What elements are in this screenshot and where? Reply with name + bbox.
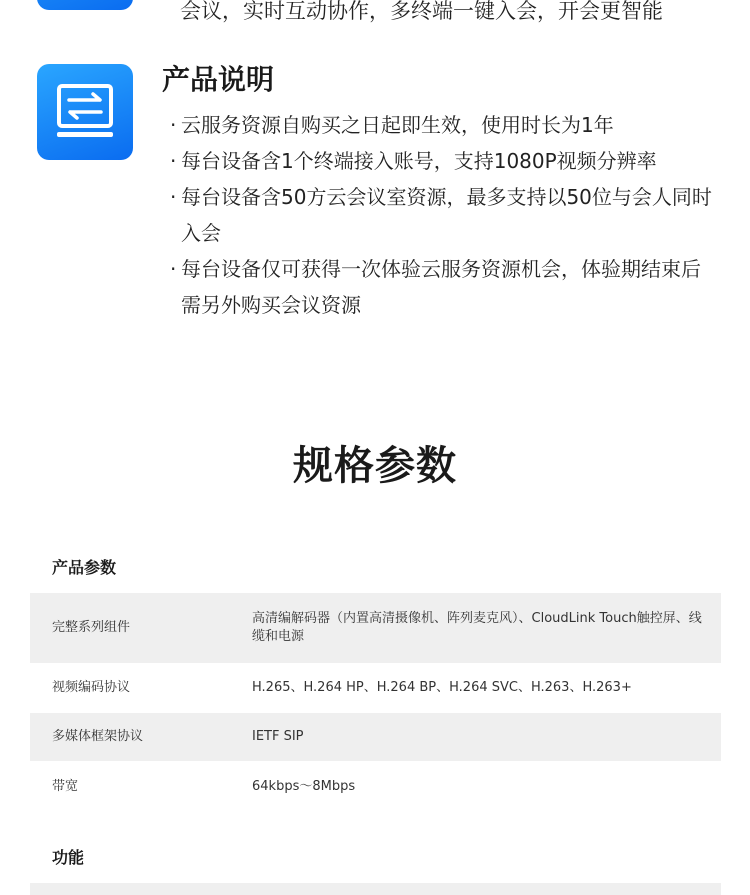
list-item: · 云服务资源自购买之日起即生效，使用时长为1年 [170, 113, 614, 137]
transfer-arrows-icon [37, 64, 133, 160]
table-row [30, 663, 721, 713]
list-item: · 每台设备含50方云会议室资源，最多支持以50位与会人同时入会 [170, 185, 712, 245]
spec-value: IETF SIP [252, 729, 304, 744]
product-description-title: 产品说明 [162, 63, 275, 96]
spec-key: 视频编码协议 [52, 680, 131, 695]
spec-value: H.265、H.264 HP、H.264 BP、H.264 SVC、H.263、H.263+ [252, 680, 632, 695]
spec-key: 多媒体框架协议 [52, 729, 144, 744]
spec-key: 带宽 [52, 779, 79, 794]
spec-key: 完整系列组件 [52, 620, 131, 635]
spec-table [30, 593, 721, 813]
product-description-list [170, 107, 720, 323]
specs-title: 规格参数 [293, 443, 457, 489]
table-row [30, 761, 721, 813]
list-item: · 每台设备仅可获得一次体验云服务资源机会，体验期结束后需另外购买会议资源 [170, 257, 701, 317]
spec-value: 高清编解码器（内置高清摄像机、阵列麦克风）、CloudLink Touch触控屏、线缆和电源 [252, 611, 702, 644]
list-item: · 每台设备含1个终端接入账号，支持1080P视频分辨率 [170, 149, 657, 173]
table-row [30, 883, 721, 895]
feature-text: 会议，实时互动协作，多终端一键入会，开会更智能 [180, 0, 663, 23]
feature-icon [37, 0, 133, 10]
spec-value: 64kbps～8Mbps [252, 779, 356, 794]
section-label-product-params: 产品参数 [52, 558, 117, 577]
table-row [30, 593, 721, 663]
section-label-function: 功能 [52, 848, 85, 867]
table-row [30, 713, 721, 761]
